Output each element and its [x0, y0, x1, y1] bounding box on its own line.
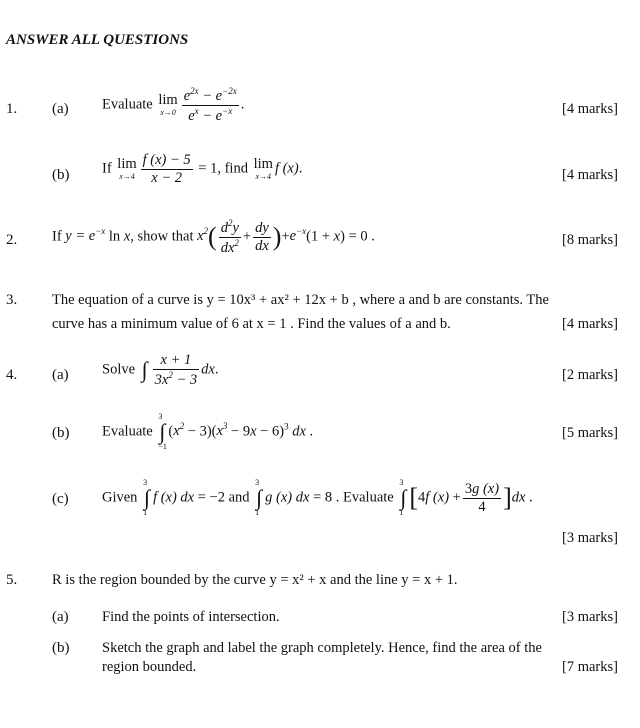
q1b-label: (b) [52, 167, 70, 183]
q5a-text: Find the points of intersection. [102, 609, 280, 625]
q4a-label: (a) [52, 367, 69, 383]
q2-question: If $y = e^{-x}$ ln x, show that $x^2$( $\frac{d^2y}{dx^2}$ + $\frac{dy}{dx}$ )$+e^{-x}(1 + x) = 0$ . [52, 218, 375, 256]
q1b-rhs: = 1, find [198, 160, 248, 177]
q5-stem: R is the region bounded by the curve y = x² + x and the line y = x + 1. [52, 572, 458, 588]
integral-icon: ∫ 3 1 [143, 478, 151, 518]
q2-show: , show that [130, 228, 194, 245]
q1-number: 1. [6, 101, 18, 117]
q4c-marks: [3 marks] [562, 530, 618, 546]
q4a-question: Solve ∫ $\frac{x + 1}{3x^2 - 3}$ dx. [102, 352, 219, 388]
q4c-label: (c) [52, 491, 69, 507]
q4b-question: Evaluate ∫ 3 −1 $(x^2 - 3)(x^3 - 9x - 6)^3$ dx . [102, 412, 314, 451]
q1a-question: Evaluate lim x→0 $\frac{e^{2x} - e^{-2x}}{e^x - e^{-x}}$ . [102, 86, 245, 124]
q1b-limit: lim x→4 [117, 155, 137, 182]
q1b-question: If lim x→4 $\frac{f (x) - 5}{x - 2}$ = 1, find lim x→4 f (x). [102, 152, 303, 186]
q3-line-2: curve has a minimum value of 6 at x = 1 . Find the values of a and b. [52, 316, 451, 332]
q4a-marks: [2 marks] [562, 367, 618, 383]
q4c-question: Given ∫ 3 1 f (x) dx = −2 and ∫ 3 1 g (x) dx = 8 . Evaluate ∫ 3 1 [4f (x) + $\frac{3g (x)}{4}$ ]dx . [102, 478, 533, 518]
q1b-marks: [4 marks] [562, 167, 618, 183]
q1a-fraction: $\frac{e^{2x} - e^{-2x}}{e^x - e^{-x}}$ [183, 86, 237, 124]
q4c-given: Given [102, 489, 138, 506]
integral-icon: ∫ 3 −1 [158, 412, 167, 451]
q2-marks: [8 marks] [562, 232, 618, 248]
integral-icon: ∫ 3 1 [255, 478, 263, 518]
q3-number: 3. [6, 292, 18, 308]
q5a-label: (a) [52, 609, 69, 625]
q1b-fraction: $\frac{f (x) - 5}{x - 2}$ [142, 152, 191, 186]
q4b-label: (b) [52, 425, 70, 441]
q1a-label: (a) [52, 101, 69, 117]
q5-number: 5. [6, 572, 18, 588]
q5b-line-2: region bounded. [102, 659, 197, 675]
q1b-if: If [102, 160, 112, 177]
q4-number: 4. [6, 367, 18, 383]
q5b-line-1: Sketch the graph and label the graph completely. Hence, find the area of the [102, 640, 542, 656]
q5a-marks: [3 marks] [562, 609, 618, 625]
q1a-marks: [4 marks] [562, 101, 618, 117]
q1a-limit: lim x→0 [158, 91, 178, 118]
q4c-mid-2: = 8 . Evaluate [313, 489, 394, 506]
q4a-instruction: Solve [102, 361, 136, 378]
q5b-label: (b) [52, 640, 70, 656]
q3-marks: [4 marks] [562, 316, 618, 332]
q2-number: 2. [6, 232, 18, 248]
q3-line-1: The equation of a curve is y = 10x³ + ax² + 12x + b , where a and b are constants. The [52, 292, 549, 308]
q4b-instruction: Evaluate [102, 423, 153, 440]
q4c-mid-1: = −2 and [197, 489, 250, 506]
q2-if: If [52, 228, 62, 245]
q1a-instruction: Evaluate [102, 96, 153, 113]
q1b-limit-2: lim x→4 [253, 155, 273, 182]
integral-icon: ∫ 3 1 [399, 478, 407, 518]
q4b-marks: [5 marks] [562, 425, 618, 441]
integral-icon: ∫ [141, 357, 148, 383]
q5b-marks: [7 marks] [562, 659, 618, 675]
page-heading: ANSWER ALL QUESTIONS [6, 32, 189, 48]
